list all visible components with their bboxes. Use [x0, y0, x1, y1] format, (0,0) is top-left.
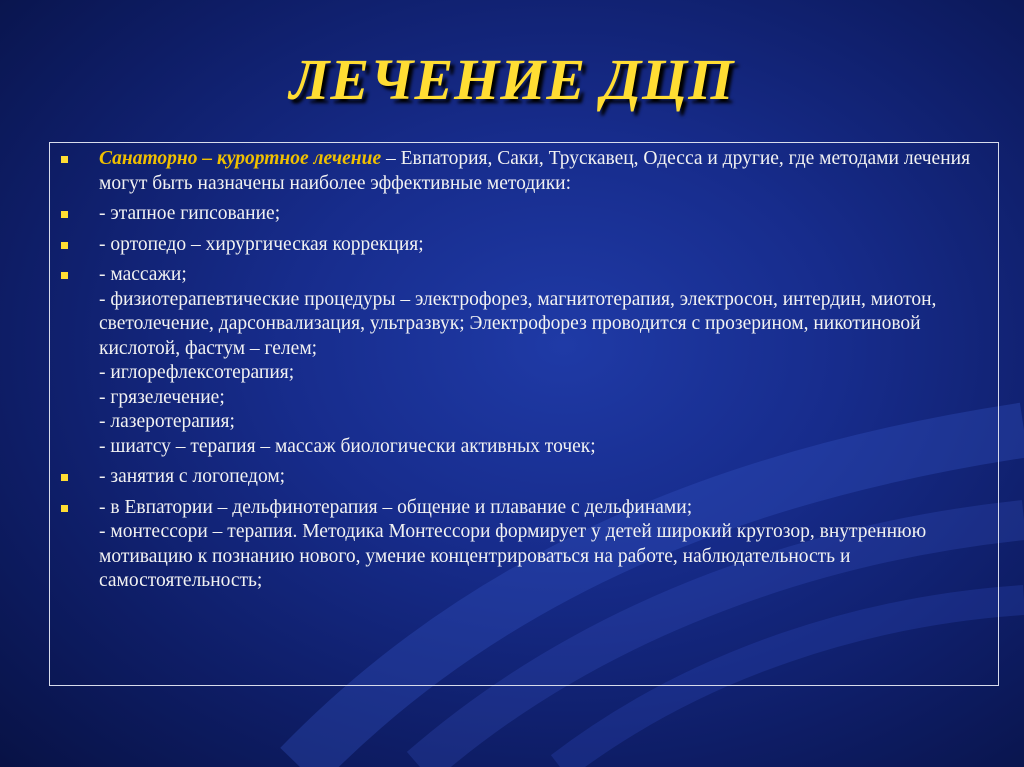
- bullet-line: - монтессори – терапия. Методика Монтессори формирует у детей широкий кругозор, внутреннюю мотивацию к познанию нового, умение концентрироваться на работе, наблюдательность и самостоятельность;: [99, 521, 927, 591]
- bullet-line: - грязелечение;: [99, 386, 225, 408]
- bullet-line: - занятия с логопедом;: [99, 466, 286, 487]
- bullet-square-icon: [61, 242, 68, 249]
- bullet-line: - шиатсу – терапия – массаж биологически активных точек;: [99, 435, 596, 457]
- bullet-item-casting: [58, 202, 988, 227]
- bullet-line: - физиотерапевтические процедуры – электрофорез, магнитотерапия, электросон, интердин, миотон, светолечение, дарсонвализация, ультразвук; Электрофорез проводится с прозерином, никотиновой кислотой, фастум – гелем;: [99, 288, 937, 359]
- bullet-item-sanatorium: [58, 147, 988, 196]
- bullet-square-icon: [61, 474, 68, 481]
- bullet-square-icon: [61, 272, 68, 279]
- bullet-lead-text: Санаторно – курортное лечение: [99, 148, 382, 169]
- bullet-line: - иглорефлексотерапия;: [99, 362, 295, 383]
- bullet-line: - лазеротерапия;: [99, 411, 235, 432]
- bullet-square-icon: [61, 156, 68, 163]
- bullet-item-dolphin-montessori: [58, 496, 988, 594]
- bullet-item-orthopedic: [58, 233, 988, 258]
- bullet-line: - ортопедо – хирургическая коррекция;: [99, 233, 424, 255]
- bullet-square-icon: [61, 211, 68, 218]
- slide-title: ЛЕЧЕНИЕ ДЦП: [289, 47, 735, 112]
- bullet-item-speech: [58, 465, 988, 490]
- bullet-item-therapies: [58, 263, 988, 459]
- bullet-text: – Евпатория, Саки, Трускавец, Одесса и другие, где методами лечения могут быть назначены наиболее эффективные методики:: [99, 148, 971, 194]
- bullet-square-icon: [61, 505, 68, 512]
- bullet-list: [58, 147, 988, 600]
- bullet-line: - массажи;: [99, 264, 187, 285]
- bullet-line: - этапное гипсование;: [99, 203, 281, 224]
- bullet-line: - в Евпатории – дельфинотерапия – общение и плавание с дельфинами;: [99, 496, 693, 518]
